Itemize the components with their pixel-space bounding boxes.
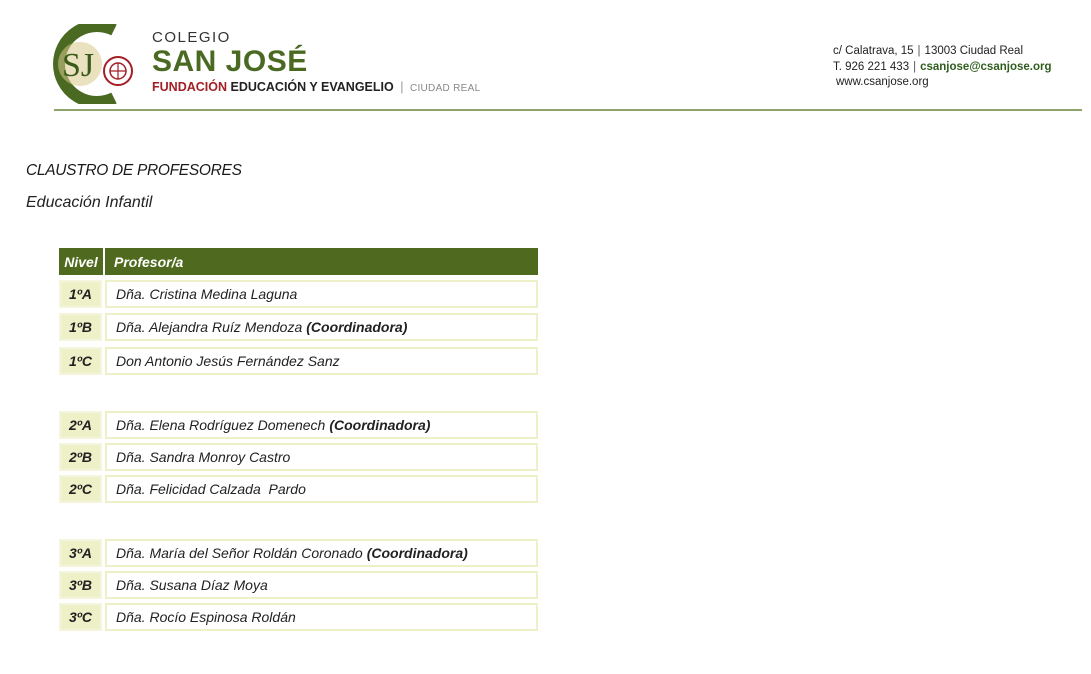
cell-profesor [105, 280, 538, 308]
contact-postal: 13003 Ciudad Real [924, 45, 1024, 57]
table-header [59, 248, 538, 275]
header-nivel: Nivel [59, 248, 103, 275]
cell-profesor [105, 475, 538, 503]
cell-profesor [105, 411, 538, 439]
cell-nivel: 2ºB [59, 443, 102, 471]
table-row [59, 603, 538, 631]
coordinator-tag: (Coordinadora) [306, 319, 408, 335]
cell-profesor [105, 571, 538, 599]
table-row [59, 475, 538, 503]
header-divider [54, 109, 1082, 111]
teacher-name: Dña. Elena Rodríguez Domenech [116, 417, 326, 433]
document-title: CLAUSTRO DE PROFESORES [26, 162, 242, 179]
cell-nivel: 1ºB [59, 313, 102, 341]
contact-address-line [833, 44, 1051, 60]
teacher-name: Dña. Sandra Monroy Castro [116, 449, 291, 465]
cell-profesor [105, 313, 538, 341]
brand-fundacion [152, 80, 480, 94]
contact-web[interactable]: www.csanjose.org [836, 76, 929, 88]
brand-city: CIUDAD REAL [409, 83, 481, 94]
teacher-name: Dña. Rocío Espinosa Roldán [116, 609, 296, 625]
teacher-name: Dña. Felicidad Calzada Pardo [116, 481, 306, 497]
school-logo [44, 24, 134, 104]
contact-email[interactable]: csanjose@csanjose.org [920, 60, 1052, 73]
table-row [59, 313, 538, 341]
brand-block [152, 29, 480, 94]
table-row [59, 280, 538, 308]
teacher-name: Dña. María del Señor Roldán Coronado [116, 545, 363, 561]
cell-nivel: 3ºA [59, 539, 102, 567]
header-profesor: Profesor/a [105, 248, 538, 275]
document-subtitle: Educación Infantil [26, 194, 153, 211]
cell-nivel: 3ºC [59, 603, 102, 631]
cell-profesor [105, 443, 538, 471]
cell-profesor [105, 539, 538, 567]
contact-separator: | [913, 60, 917, 73]
contact-block [833, 44, 1051, 91]
coordinator-tag: (Coordinadora) [329, 417, 431, 433]
cell-nivel: 1ºA [59, 280, 102, 308]
cell-nivel: 2ºC [59, 475, 102, 503]
cell-profesor [105, 347, 538, 375]
contact-separator: | [917, 45, 921, 57]
table-row [59, 571, 538, 599]
cell-nivel: 2ºA [59, 411, 102, 439]
brand-separator: | [400, 80, 404, 94]
contact-phone: T. 926 221 433 [833, 60, 910, 73]
teacher-name: Don Antonio Jesús Fernández Sanz [116, 353, 340, 369]
teacher-name: Dña. Alejandra Ruíz Mendoza [116, 319, 303, 335]
table-row [59, 539, 538, 567]
contact-phone-line [833, 60, 1051, 76]
brand-colegio: COLEGIO [152, 29, 231, 46]
coordinator-tag: (Coordinadora) [366, 545, 468, 561]
brand-name: SAN JOSÉ [152, 45, 308, 78]
teacher-name: Dña. Susana Díaz Moya [116, 577, 268, 593]
logo-monogram: SJ [62, 47, 95, 84]
cell-nivel: 1ºC [59, 347, 102, 375]
teacher-name: Dña. Cristina Medina Laguna [116, 286, 298, 302]
cell-profesor [105, 603, 538, 631]
cell-nivel: 3ºB [59, 571, 102, 599]
table-row [59, 411, 538, 439]
table-row [59, 347, 538, 375]
contact-address: c/ Calatrava, 15 [833, 45, 914, 57]
fundacion-label: FUNDACIÓN [152, 80, 227, 94]
table-row [59, 443, 538, 471]
fundacion-motto: EDUCACIÓN Y EVANGELIO [230, 80, 394, 94]
